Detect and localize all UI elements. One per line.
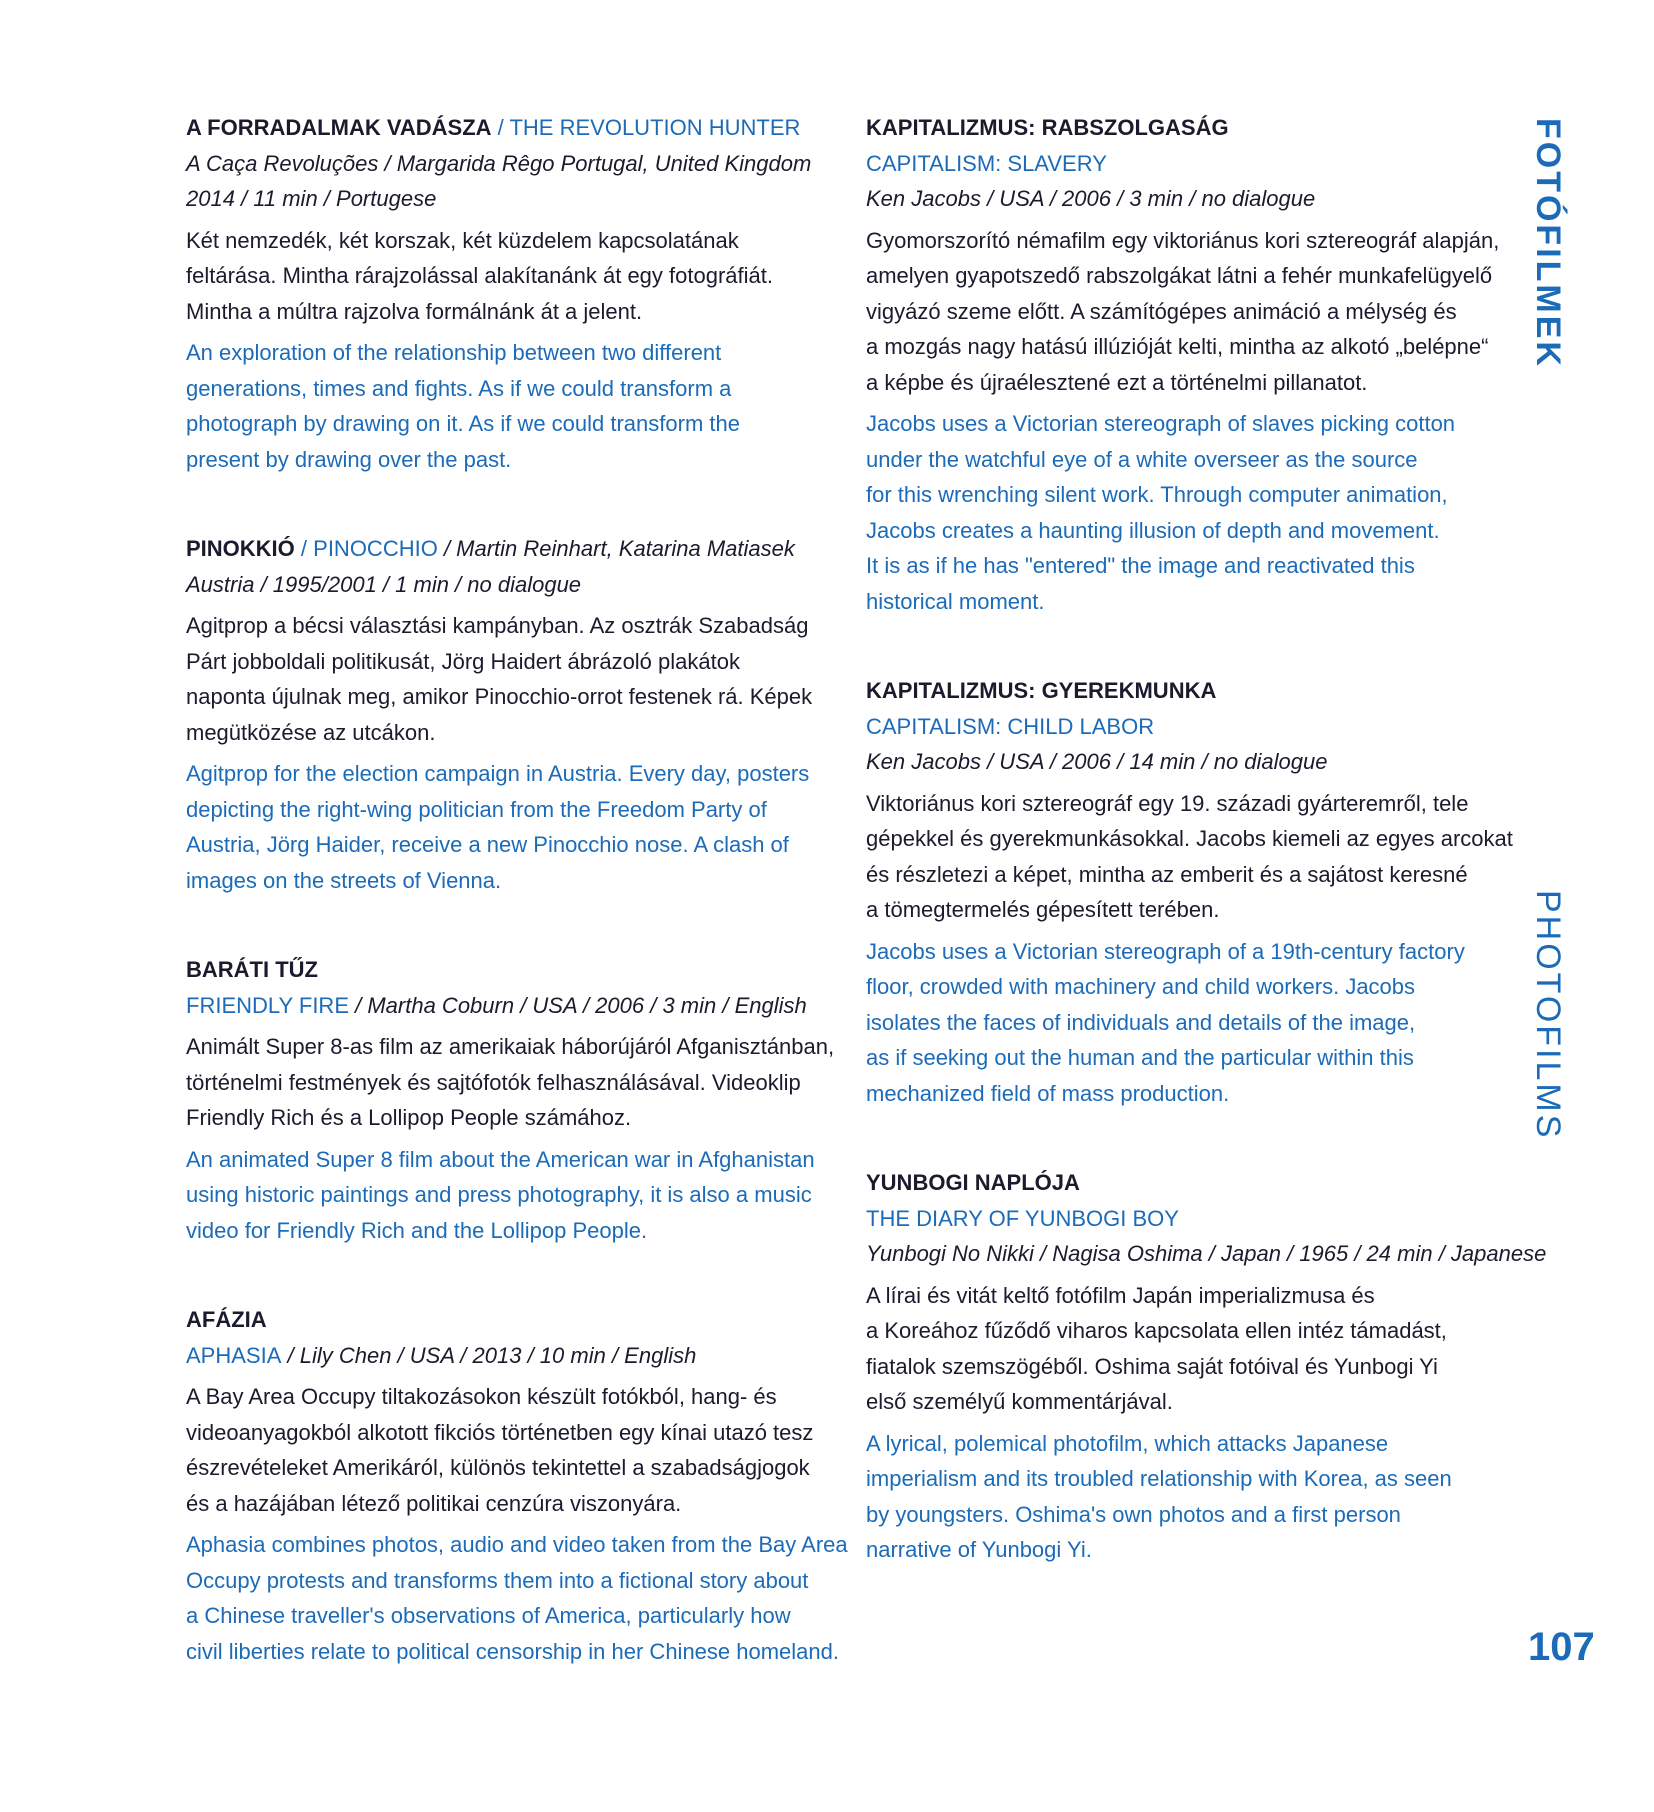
film-entry <box>866 673 1521 1111</box>
text-line: Agitprop a bécsi választási kampányban. Az osztrák Szabadság <box>186 613 809 638</box>
text-line: as if seeking out the human and the particular within this <box>866 1045 1414 1070</box>
title-en: PINOCCHIO <box>313 536 438 561</box>
film-entry <box>866 1165 1547 1568</box>
text-line: vigyázó szeme előtt. A számítógépes animáció a mélység és <box>866 298 1457 324</box>
text-line: An animated Super 8 film about the American war in Afghanistan <box>186 1146 815 1172</box>
title-hu: KAPITALIZMUS: GYEREKMUNKA <box>866 678 1217 703</box>
text-line: és a hazájában létező politikai cenzúra viszonyára. <box>186 1490 682 1516</box>
text-line: Agitprop for the election campaign in Austria. Every day, posters <box>186 761 810 786</box>
meta-line: Ken Jacobs / USA / 2006 / 3 min / no dialogue <box>866 186 1316 211</box>
entry-title-line <box>186 952 841 988</box>
text-line: isolates the faces of individuals and details of the image, <box>866 1009 1416 1035</box>
text-line: under the watchful eye of a white overseer as the source <box>866 446 1418 472</box>
title-en: APHASIA <box>186 1342 282 1368</box>
text-line: fiatalok szemszögéből. Oshima saját fotóival és Yunbogi Yi <box>866 1353 1438 1379</box>
description-hu <box>866 786 1521 928</box>
description-hu <box>186 1379 841 1521</box>
description-hu <box>186 223 841 330</box>
text-line: észrevételeket Amerikáról, különös tekintettel a szabadságjogok <box>186 1455 810 1480</box>
entry-title-line <box>186 110 841 146</box>
text-line: A lyrical, polemical photofilm, which attacks Japanese <box>866 1430 1389 1456</box>
description-en <box>186 756 841 898</box>
text-line: és részletezi a képet, mintha az emberit és a sajátost keresné <box>866 861 1468 887</box>
description-hu <box>866 223 1521 401</box>
text-line: történelmi festmények és sajtófotók felhasználásával. Videoklip <box>186 1069 801 1095</box>
meta-line: Austria / 1995/2001 / 1 min / no dialogue <box>186 571 582 597</box>
description-en <box>866 934 1521 1112</box>
film-entry <box>186 531 841 898</box>
text-line: amelyen gyapotszedő rabszolgákat látni a fehér munkafelügyelő <box>866 263 1493 288</box>
entry-subtitle-line <box>186 988 841 1024</box>
text-line: Viktoriánus kori sztereográf egy 19. századi gyárteremről, tele <box>866 790 1469 816</box>
meta-line: 2014 / 11 min / Portugese <box>186 186 437 211</box>
text-line: An exploration of the relationship between two different <box>186 340 722 365</box>
text-line: első személyű kommentárjával. <box>866 1389 1173 1414</box>
title-hu: KAPITALIZMUS: RABSZOLGASÁG <box>866 115 1229 140</box>
text-line: Aphasia combines photos, audio and video taken from the Bay Area <box>186 1532 848 1557</box>
text-line: Jacobs creates a haunting illusion of depth and movement. <box>866 517 1440 543</box>
description-en <box>866 406 1521 619</box>
right-column <box>866 110 1547 1622</box>
text-line: a tömegtermelés gépesített terében. <box>866 897 1220 922</box>
film-entry <box>186 952 841 1248</box>
text-line: generations, times and fights. As if we could transform a <box>186 375 732 401</box>
text-line: videoanyagokból alkotott fikciós történetben egy kínai utazó tesz <box>186 1419 814 1445</box>
text-line: by youngsters. Oshima's own photos and a first person <box>866 1501 1401 1527</box>
entry-subtitle-line <box>186 1338 841 1374</box>
section-title-en: PHOTOFILMS <box>1529 890 1567 1141</box>
title-separator: / <box>491 115 510 140</box>
page-number: 107 <box>1528 1625 1595 1669</box>
text-line: mechanized field of mass production. <box>866 1080 1230 1106</box>
meta-inline: Martin Reinhart, Katarina Matiasek <box>456 536 795 561</box>
text-line: megütközése az utcákon. <box>186 719 436 745</box>
text-line: historical moment. <box>866 588 1045 614</box>
text-line: floor, crowded with machinery and child workers. Jacobs <box>866 974 1416 999</box>
title-hu: A FORRADALMAK VADÁSZA <box>186 115 492 140</box>
text-line: photograph by drawing on it. As if we could transform the <box>186 411 740 436</box>
title-en: CAPITALISM: SLAVERY <box>866 150 1107 176</box>
text-line: a képbe és újraélesztené ezt a történelmi pillanatot. <box>866 369 1368 395</box>
text-line: Két nemzedék, két korszak, két küzdelem kapcsolatának <box>186 227 739 253</box>
text-line: Mintha a múltra rajzolva formálnánk át a jelent. <box>186 298 643 324</box>
text-line: Animált Super 8-as film az amerikaiak háborújáról Afganisztánban, <box>186 1034 835 1059</box>
title-en: CAPITALISM: CHILD LABOR <box>866 713 1155 739</box>
title-hu: BARÁTI TŰZ <box>186 957 318 982</box>
text-line: a Koreához fűződő viharos kapcsolata ellen intéz támadást, <box>866 1318 1447 1343</box>
text-line: imperialism and its troubled relationship with Korea, as seen <box>866 1466 1452 1491</box>
film-entry <box>186 1302 848 1669</box>
title-hu: PINOKKIÓ <box>186 536 295 561</box>
title-hu: YUNBOGI NAPLÓJA <box>866 1170 1080 1195</box>
description-en <box>186 1527 848 1669</box>
left-column <box>186 110 848 1723</box>
text-line: for this wrenching silent work. Through computer animation, <box>866 482 1448 507</box>
text-line: civil liberties relate to political censorship in her Chinese homeland. <box>186 1638 839 1664</box>
description-en <box>186 1142 841 1249</box>
meta-inline: Martha Coburn / USA / 2006 / 3 min / English <box>367 992 807 1018</box>
meta-inline: Lily Chen / USA / 2013 / 10 min / English <box>299 1342 697 1368</box>
entry-title-line <box>186 531 841 567</box>
text-line: narrative of Yunbogi Yi. <box>866 1537 1092 1562</box>
title-en: THE DIARY OF YUNBOGI BOY <box>866 1205 1179 1231</box>
meta-separator: / <box>281 1342 300 1368</box>
text-line: It is as if he has "entered" the image and reactivated this <box>866 553 1415 578</box>
text-line: video for Friendly Rich and the Lollipop People. <box>186 1217 648 1243</box>
text-line: Austria, Jörg Haider, receive a new Pinocchio nose. A clash of <box>186 832 789 857</box>
text-line: Jacobs uses a Victorian stereograph of slaves picking cotton <box>866 411 1456 436</box>
text-line: gépekkel és gyerekmunkásokkal. Jacobs kiemeli az egyes arcokat <box>866 826 1513 851</box>
description-en <box>866 1426 1521 1568</box>
title-en: THE REVOLUTION HUNTER <box>509 115 801 140</box>
description-hu <box>186 608 841 750</box>
text-line: Occupy protests and transforms them into a fictional story about <box>186 1567 809 1593</box>
description-hu <box>186 1029 841 1136</box>
text-line: a mozgás nagy hatású illúzióját kelti, mintha az alkotó „belépne“ <box>866 334 1489 359</box>
text-line: a Chinese traveller's observations of America, particularly how <box>186 1603 791 1628</box>
title-separator: / <box>294 536 314 561</box>
text-line: A Bay Area Occupy tiltakozásokon készült fotókból, hang- és <box>186 1384 777 1409</box>
meta-line: Yunbogi No Nikki / Nagisa Oshima / Japan / 1965 / 24 min / Japanese <box>866 1241 1547 1266</box>
text-line: present by drawing over the past. <box>186 446 512 472</box>
text-line: Friendly Rich és a Lollipop People számához. <box>186 1105 632 1130</box>
description-en <box>186 335 841 477</box>
text-line: feltárása. Mintha rárajzolással alakítanánk át egy fotográfiát. <box>186 263 773 288</box>
meta-line: Ken Jacobs / USA / 2006 / 14 min / no dialogue <box>866 749 1328 774</box>
title-en: FRIENDLY FIRE <box>186 992 349 1018</box>
film-entry <box>186 110 841 477</box>
text-line: A lírai és vitát keltő fotófilm Japán imperializmusa és <box>866 1282 1375 1308</box>
section-title-hu: FOTÓFILMEK <box>1529 118 1567 369</box>
meta-separator: / <box>437 536 457 561</box>
meta-separator: / <box>349 992 368 1018</box>
text-line: using historic paintings and press photography, it is also a music <box>186 1182 812 1207</box>
text-line: Párt jobboldali politikusát, Jörg Haidert ábrázoló plakátok <box>186 648 740 674</box>
entry-title-line <box>186 1302 841 1338</box>
text-line: Gyomorszorító némafilm egy viktoriánus kori sztereográf alapján, <box>866 227 1500 253</box>
text-line: images on the streets of Vienna. <box>186 867 502 893</box>
description-hu <box>866 1278 1521 1420</box>
text-line: depicting the right-wing politician from the Freedom Party of <box>186 796 767 822</box>
film-entry <box>866 110 1521 619</box>
title-hu: AFÁZIA <box>186 1307 267 1332</box>
meta-line: A Caça Revoluções / Margarida Rêgo Portugal, United Kingdom <box>186 150 812 176</box>
text-line: naponta újulnak meg, amikor Pinocchio-orrot festenek rá. Képek <box>186 684 813 709</box>
text-line: Jacobs uses a Victorian stereograph of a 19th-century factory <box>866 938 1465 964</box>
